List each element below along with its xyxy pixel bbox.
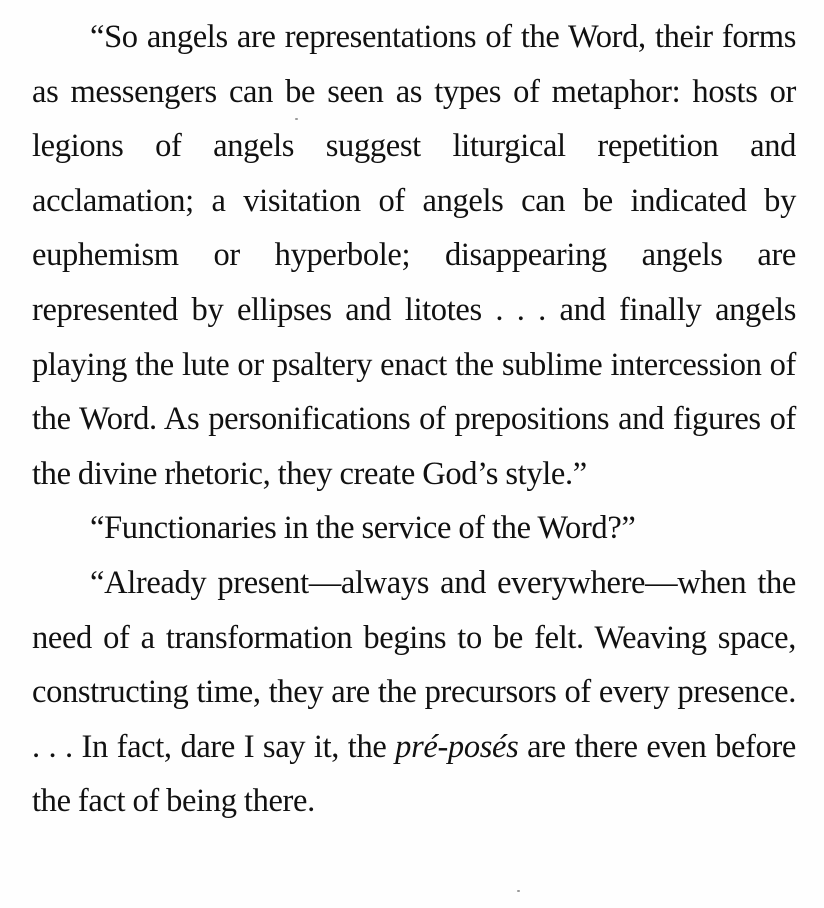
paragraph-functionaries-question: “Functionaries in the service of the Word?” <box>90 510 636 547</box>
body-text <box>32 10 796 829</box>
paragraph-angels-rhetoric: “So angels are representations of the Word, their forms as messengers can be seen as types of metaphor: hosts or legions of angels suggest liturgical repetition and acclamation; a visitation of angels can be indicated by euphemism or hyperbole; disappearing angels are represented by ellipses and litotes . . . and finally angels playing the lute or psaltery enact the sublime intercession of the Word. As personifications of prepositions and figures of the divine rhetoric, they create God’s style.” <box>32 19 796 492</box>
paragraph-already-present <box>32 556 796 829</box>
scan-speck <box>517 890 520 892</box>
paragraph-text-before: “Already present—always and everywhere—when the need of a transformation begins to be felt. Weaving space, constructing time, they are the precursors of every presence. . . . In fact, dare I say it, the <box>32 564 796 765</box>
scan-speck <box>295 118 298 120</box>
paragraph-text-after: are there even before the fact of being there. <box>32 728 796 820</box>
italic-term-pre-poses: pré-posés <box>395 728 519 765</box>
